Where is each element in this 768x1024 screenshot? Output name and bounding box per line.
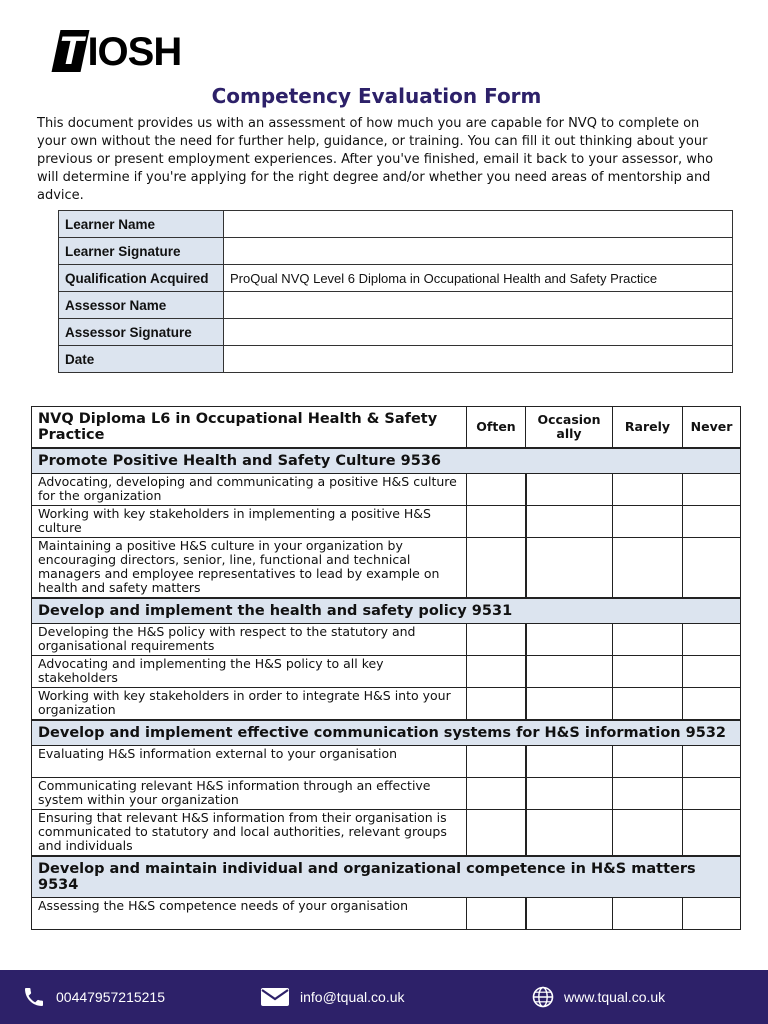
rating-cell-never[interactable] bbox=[683, 538, 741, 599]
col-occasionally: Occasion ally bbox=[526, 407, 613, 449]
competency-row bbox=[32, 538, 741, 599]
rating-cell-occasionally[interactable] bbox=[526, 810, 613, 857]
rating-cell-often[interactable] bbox=[467, 688, 526, 721]
rating-cell-often[interactable] bbox=[467, 474, 526, 506]
learner-row bbox=[59, 346, 733, 373]
competency-text: Maintaining a positive H&S culture in your organization by encouraging directors, senior, line, functional and technical managers and employee representatives to lead by example on health and safety matters bbox=[32, 538, 467, 599]
section-row bbox=[32, 598, 741, 624]
competency-text: Advocating, developing and communicating a positive H&S culture for the organization bbox=[32, 474, 467, 506]
rating-cell-rarely[interactable] bbox=[613, 656, 683, 688]
section-title: Develop and maintain individual and organizational competence in H&S matters 9534 bbox=[32, 856, 741, 898]
competency-row bbox=[32, 746, 741, 778]
competency-text: Ensuring that relevant H&S information from their organisation is communicated to statutory and local authorities, relevant groups and individuals bbox=[32, 810, 467, 857]
competency-text: Working with key stakeholders in order to integrate H&S into your organization bbox=[32, 688, 467, 721]
phone-icon bbox=[22, 985, 46, 1009]
rating-cell-often[interactable] bbox=[467, 506, 526, 538]
learner-field-value[interactable] bbox=[224, 292, 733, 319]
learner-field-value[interactable] bbox=[224, 319, 733, 346]
learner-field-label: Qualification Acquired bbox=[59, 265, 224, 292]
eval-heading: NVQ Diploma L6 in Occupational Health & Safety Practice bbox=[32, 407, 467, 449]
rating-cell-occasionally[interactable] bbox=[526, 778, 613, 810]
website-url: www.tqual.co.uk bbox=[564, 989, 666, 1005]
logo-t: T bbox=[52, 30, 90, 72]
competency-text: Developing the H&S policy with respect to the statutory and organisational requirements bbox=[32, 624, 467, 656]
rating-cell-rarely[interactable] bbox=[613, 778, 683, 810]
footer-website[interactable] bbox=[532, 970, 665, 1024]
rating-cell-occasionally[interactable] bbox=[526, 506, 613, 538]
rating-cell-occasionally[interactable] bbox=[526, 474, 613, 506]
phone-number: 00447957215215 bbox=[56, 989, 166, 1005]
section-title: Develop and implement the health and safety policy 9531 bbox=[32, 598, 741, 624]
rating-cell-rarely[interactable] bbox=[613, 810, 683, 857]
rating-cell-occasionally[interactable] bbox=[526, 688, 613, 721]
logo-text: IOSH bbox=[87, 30, 182, 74]
rating-cell-rarely[interactable] bbox=[613, 898, 683, 930]
footer-phone[interactable] bbox=[22, 970, 165, 1024]
learner-row bbox=[59, 238, 733, 265]
rating-cell-never[interactable] bbox=[683, 474, 741, 506]
competency-row bbox=[32, 624, 741, 656]
page-title: Competency Evaluation Form bbox=[211, 84, 542, 108]
section-row bbox=[32, 448, 741, 474]
rating-cell-never[interactable] bbox=[683, 746, 741, 778]
competency-text: Advocating and implementing the H&S policy to all key stakeholders bbox=[32, 656, 467, 688]
learner-field-value[interactable]: ProQual NVQ Level 6 Diploma in Occupational Health and Safety Practice bbox=[224, 265, 733, 292]
tiosh-logo bbox=[56, 28, 181, 72]
rating-cell-occasionally[interactable] bbox=[526, 538, 613, 599]
rating-cell-rarely[interactable] bbox=[613, 624, 683, 656]
learner-field-label: Learner Signature bbox=[59, 238, 224, 265]
footer-bar bbox=[0, 970, 768, 1024]
competency-row bbox=[32, 778, 741, 810]
rating-cell-never[interactable] bbox=[683, 656, 741, 688]
rating-cell-rarely[interactable] bbox=[613, 746, 683, 778]
competency-text: Evaluating H&S information external to your organisation bbox=[32, 746, 467, 778]
col-never: Never bbox=[683, 407, 741, 449]
eval-header-row bbox=[32, 407, 741, 449]
rating-cell-never[interactable] bbox=[683, 778, 741, 810]
rating-cell-never[interactable] bbox=[683, 688, 741, 721]
rating-cell-never[interactable] bbox=[683, 898, 741, 930]
col-often: Often bbox=[467, 407, 526, 449]
section-row bbox=[32, 720, 741, 746]
rating-cell-often[interactable] bbox=[467, 624, 526, 656]
learner-row bbox=[59, 265, 733, 292]
learner-details-table bbox=[58, 210, 733, 373]
rating-cell-occasionally[interactable] bbox=[526, 656, 613, 688]
competency-row bbox=[32, 688, 741, 721]
learner-row bbox=[59, 211, 733, 238]
rating-cell-occasionally[interactable] bbox=[526, 898, 613, 930]
competency-row bbox=[32, 898, 741, 930]
learner-row bbox=[59, 319, 733, 346]
section-title: Develop and implement effective communication systems for H&S information 9532 bbox=[32, 720, 741, 746]
rating-cell-often[interactable] bbox=[467, 898, 526, 930]
email-address: info@tqual.co.uk bbox=[300, 989, 405, 1005]
learner-field-label: Learner Name bbox=[59, 211, 224, 238]
competency-text: Working with key stakeholders in implementing a positive H&S culture bbox=[32, 506, 467, 538]
learner-field-value[interactable] bbox=[224, 211, 733, 238]
learner-field-value[interactable] bbox=[224, 346, 733, 373]
rating-cell-never[interactable] bbox=[683, 506, 741, 538]
competency-evaluation-table bbox=[31, 406, 741, 930]
rating-cell-rarely[interactable] bbox=[613, 688, 683, 721]
rating-cell-often[interactable] bbox=[467, 656, 526, 688]
competency-row bbox=[32, 506, 741, 538]
rating-cell-often[interactable] bbox=[467, 538, 526, 599]
rating-cell-occasionally[interactable] bbox=[526, 746, 613, 778]
intro-paragraph: This document provides us with an assessment of how much you are capable for NVQ to complete on your own without the need for further help, guidance, or training. You can fill it out thinking about your previous or present employment experiences. After you've finished, email it back to your assessor, who will determine if you're applying for the right degree and/or whether you need areas of mentorship and advice. bbox=[37, 116, 714, 203]
competency-row bbox=[32, 810, 741, 857]
footer-email[interactable] bbox=[260, 970, 405, 1024]
envelope-icon bbox=[260, 986, 290, 1008]
rating-cell-rarely[interactable] bbox=[613, 474, 683, 506]
competency-row bbox=[32, 656, 741, 688]
competency-text: Communicating relevant H&S information through an effective system within your organization bbox=[32, 778, 467, 810]
rating-cell-often[interactable] bbox=[467, 778, 526, 810]
rating-cell-rarely[interactable] bbox=[613, 538, 683, 599]
rating-cell-never[interactable] bbox=[683, 810, 741, 857]
section-title: Promote Positive Health and Safety Culture 9536 bbox=[32, 448, 741, 474]
rating-cell-often[interactable] bbox=[467, 746, 526, 778]
rating-cell-often[interactable] bbox=[467, 810, 526, 857]
section-row bbox=[32, 856, 741, 898]
rating-cell-never[interactable] bbox=[683, 624, 741, 656]
learner-field-value[interactable] bbox=[224, 238, 733, 265]
col-rarely: Rarely bbox=[613, 407, 683, 449]
rating-cell-rarely[interactable] bbox=[613, 506, 683, 538]
learner-field-label: Date bbox=[59, 346, 224, 373]
learner-row bbox=[59, 292, 733, 319]
rating-cell-occasionally[interactable] bbox=[526, 624, 613, 656]
globe-icon bbox=[532, 986, 554, 1008]
competency-row bbox=[32, 474, 741, 506]
competency-text: Assessing the H&S competence needs of your organisation bbox=[32, 898, 467, 930]
learner-field-label: Assessor Name bbox=[59, 292, 224, 319]
learner-field-label: Assessor Signature bbox=[59, 319, 224, 346]
